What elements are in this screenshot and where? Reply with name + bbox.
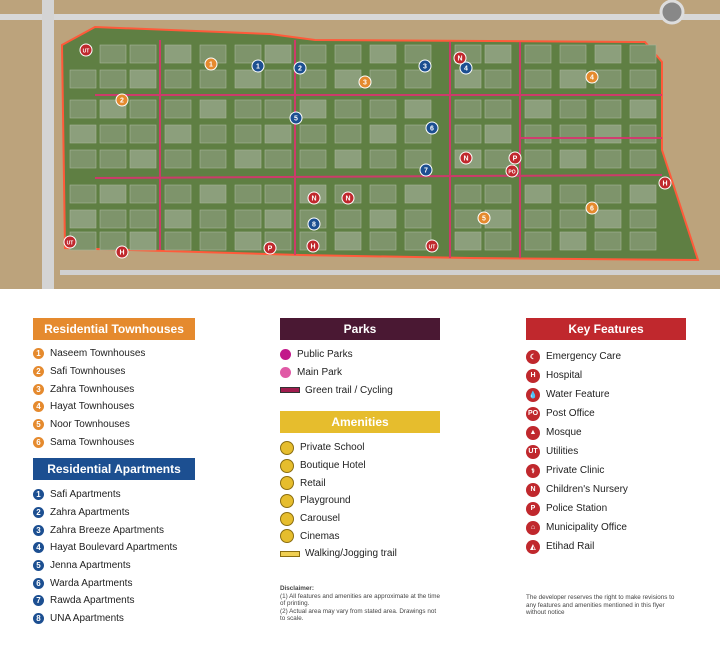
housing-block bbox=[560, 45, 586, 63]
feature-symbol-icon: ▲ bbox=[526, 426, 540, 440]
feature-symbol-icon: PO bbox=[526, 407, 540, 421]
housing-block bbox=[100, 70, 126, 88]
housing-block bbox=[525, 45, 551, 63]
label: UNA Apartments bbox=[50, 613, 124, 625]
housing-block bbox=[300, 150, 326, 168]
housing-block bbox=[595, 100, 621, 118]
housing-block bbox=[405, 100, 431, 118]
number-badge-icon: 4 bbox=[33, 542, 44, 553]
feature-symbol-icon: N bbox=[526, 483, 540, 497]
label: Etihad Rail bbox=[546, 541, 595, 552]
legend-item bbox=[526, 385, 686, 404]
housing-block bbox=[165, 232, 191, 250]
map-marker-red bbox=[308, 192, 320, 204]
number-badge-icon: 3 bbox=[33, 525, 44, 536]
west-highway bbox=[42, 0, 54, 289]
map-marker-orange bbox=[586, 71, 598, 83]
label: Emergency Care bbox=[546, 351, 622, 362]
housing-block bbox=[130, 210, 156, 228]
label: Post Office bbox=[546, 408, 595, 419]
housing-block bbox=[525, 150, 551, 168]
map-marker-red bbox=[509, 152, 521, 164]
housing-block bbox=[630, 100, 656, 118]
housing-block bbox=[100, 185, 126, 203]
main-park-icon bbox=[280, 367, 291, 378]
legend-item bbox=[33, 521, 195, 539]
housing-block bbox=[455, 125, 481, 143]
legend-item bbox=[33, 363, 195, 381]
housing-block bbox=[165, 45, 191, 63]
label: Zahra Breeze Apartments bbox=[50, 524, 164, 536]
legend-main-park bbox=[280, 364, 440, 382]
housing-block bbox=[485, 45, 511, 63]
legend-item bbox=[526, 366, 686, 385]
housing-block bbox=[630, 210, 656, 228]
marker-label: 8 bbox=[312, 221, 316, 229]
legend-item bbox=[33, 345, 195, 363]
feature-symbol-icon: UT bbox=[526, 445, 540, 459]
legend-item bbox=[526, 499, 686, 518]
housing-block bbox=[335, 125, 361, 143]
housing-block bbox=[455, 210, 481, 228]
number-badge-icon: 1 bbox=[33, 489, 44, 500]
label: Main Park bbox=[297, 367, 343, 379]
marker-label: 6 bbox=[590, 205, 594, 213]
housing-block bbox=[560, 100, 586, 118]
housing-block bbox=[200, 100, 226, 118]
housing-block bbox=[370, 210, 396, 228]
housing-block bbox=[405, 185, 431, 203]
housing-block bbox=[335, 45, 361, 63]
housing-block bbox=[630, 185, 656, 203]
map-marker-red bbox=[460, 152, 472, 164]
label: Rawda Apartments bbox=[50, 595, 135, 607]
housing-block bbox=[560, 125, 586, 143]
marker-label: 5 bbox=[482, 215, 486, 223]
feature-symbol-icon: ⌂ bbox=[526, 521, 540, 535]
marker-label: 7 bbox=[424, 167, 428, 175]
housing-block bbox=[455, 232, 481, 250]
legend-item bbox=[280, 492, 440, 510]
townhouses-legend bbox=[33, 318, 195, 451]
housing-block bbox=[200, 150, 226, 168]
label: Zahra Apartments bbox=[50, 507, 130, 519]
housing-block bbox=[235, 125, 261, 143]
map-marker-blue bbox=[419, 60, 431, 72]
number-badge-icon: 7 bbox=[33, 595, 44, 606]
label: Jenna Apartments bbox=[50, 560, 131, 572]
marker-label: H bbox=[119, 249, 125, 257]
label: Naseem Townhouses bbox=[50, 348, 146, 360]
label: Safi Apartments bbox=[50, 489, 121, 501]
legend-item bbox=[33, 504, 195, 522]
housing-block bbox=[70, 210, 96, 228]
housing-block bbox=[595, 210, 621, 228]
housing-block bbox=[235, 150, 261, 168]
label: Children's Nursery bbox=[546, 484, 628, 495]
housing-block bbox=[370, 70, 396, 88]
housing-block bbox=[265, 70, 291, 88]
number-badge-icon: 5 bbox=[33, 419, 44, 430]
key-features-list bbox=[526, 347, 686, 556]
number-badge-icon: 4 bbox=[33, 401, 44, 412]
housing-block bbox=[130, 70, 156, 88]
label: Warda Apartments bbox=[50, 577, 133, 589]
marker-label: N bbox=[463, 155, 469, 163]
housing-block bbox=[485, 150, 511, 168]
legend-item bbox=[33, 592, 195, 610]
label: Noor Townhouses bbox=[50, 419, 130, 431]
map-marker-red bbox=[264, 242, 276, 254]
marker-label: 2 bbox=[298, 65, 302, 73]
housing-block bbox=[200, 185, 226, 203]
map-marker-orange bbox=[586, 202, 598, 214]
number-badge-icon: 8 bbox=[33, 613, 44, 624]
housing-block bbox=[70, 70, 96, 88]
housing-block bbox=[130, 150, 156, 168]
housing-block bbox=[525, 100, 551, 118]
housing-block bbox=[300, 45, 326, 63]
key-features-legend bbox=[526, 318, 686, 556]
legend-item bbox=[526, 442, 686, 461]
map-marker-red bbox=[426, 240, 438, 252]
legend-item bbox=[280, 474, 440, 492]
housing-block bbox=[235, 100, 261, 118]
housing-block bbox=[130, 45, 156, 63]
number-badge-icon: 6 bbox=[33, 437, 44, 448]
legend-item bbox=[33, 610, 195, 628]
parks-legend bbox=[280, 318, 440, 399]
housing-block bbox=[130, 125, 156, 143]
key-features-header: Key Features bbox=[526, 318, 686, 340]
housing-block bbox=[630, 232, 656, 250]
housing-block bbox=[370, 232, 396, 250]
map-marker-blue bbox=[420, 164, 432, 176]
map-marker-blue bbox=[252, 60, 264, 72]
townhouses-header: Residential Townhouses bbox=[33, 318, 195, 340]
label: Private Clinic bbox=[546, 465, 605, 476]
housing-block bbox=[595, 150, 621, 168]
number-badge-icon: 1 bbox=[33, 348, 44, 359]
feature-symbol-icon: 💧 bbox=[526, 388, 540, 402]
number-badge-icon: 6 bbox=[33, 578, 44, 589]
housing-block bbox=[200, 70, 226, 88]
housing-block bbox=[370, 45, 396, 63]
legend-green-trail bbox=[280, 381, 440, 399]
housing-block bbox=[560, 232, 586, 250]
housing-block bbox=[595, 232, 621, 250]
label: Private School bbox=[300, 442, 365, 454]
housing-block bbox=[560, 150, 586, 168]
retail-icon bbox=[280, 476, 294, 490]
map-marker-red bbox=[506, 165, 518, 177]
housing-block bbox=[265, 125, 291, 143]
marker-label: 2 bbox=[120, 97, 124, 105]
legend-item bbox=[33, 557, 195, 575]
housing-block bbox=[560, 210, 586, 228]
marker-label: 3 bbox=[423, 63, 427, 71]
housing-block bbox=[370, 100, 396, 118]
carousel-icon bbox=[280, 512, 294, 526]
marker-label: P bbox=[512, 155, 518, 163]
legend-item bbox=[33, 486, 195, 504]
housing-block bbox=[630, 150, 656, 168]
label: Playground bbox=[300, 495, 351, 507]
housing-block bbox=[455, 100, 481, 118]
housing-block bbox=[335, 150, 361, 168]
housing-block bbox=[130, 185, 156, 203]
map-marker-red bbox=[80, 44, 92, 56]
top-highway bbox=[0, 14, 720, 20]
housing-block bbox=[595, 45, 621, 63]
map-marker-red bbox=[342, 192, 354, 204]
housing-block bbox=[300, 125, 326, 143]
housing-block bbox=[370, 150, 396, 168]
label: Safi Townhouses bbox=[50, 366, 126, 378]
label: Hospital bbox=[546, 370, 583, 381]
disclaimer-title: Disclaimer: bbox=[280, 585, 314, 592]
housing-block bbox=[455, 185, 481, 203]
marker-label: 5 bbox=[294, 115, 298, 123]
housing-block bbox=[335, 232, 361, 250]
legend-walking-trail bbox=[280, 545, 440, 563]
label: Carousel bbox=[300, 513, 341, 525]
label: Utilities bbox=[546, 446, 579, 457]
housing-block bbox=[525, 125, 551, 143]
legend-item bbox=[280, 527, 440, 545]
housing-block bbox=[335, 100, 361, 118]
housing-block bbox=[300, 100, 326, 118]
housing-block bbox=[235, 210, 261, 228]
housing-block bbox=[265, 185, 291, 203]
label: Hayat Boulevard Apartments bbox=[50, 542, 178, 554]
marker-label: UT bbox=[82, 48, 90, 55]
housing-block bbox=[70, 185, 96, 203]
housing-block bbox=[265, 210, 291, 228]
green-trail-icon bbox=[280, 387, 300, 393]
developer-note: The developer reserves the right to make revisions to any features and amenities mentioned in this flyer without notice bbox=[526, 594, 675, 617]
housing-block bbox=[525, 210, 551, 228]
amenities-header: Amenities bbox=[280, 411, 440, 433]
map-marker-red bbox=[64, 236, 76, 248]
legend-item bbox=[526, 461, 686, 480]
number-badge-icon: 5 bbox=[33, 560, 44, 571]
label: Water Feature bbox=[546, 389, 610, 400]
housing-block bbox=[235, 232, 261, 250]
housing-block bbox=[370, 185, 396, 203]
housing-block bbox=[100, 45, 126, 63]
amenities-legend bbox=[280, 411, 440, 563]
apartments-header: Residential Apartments bbox=[33, 458, 195, 480]
legend-item bbox=[280, 439, 440, 457]
legend-item bbox=[526, 537, 686, 556]
housing-block bbox=[265, 45, 291, 63]
marker-label: H bbox=[662, 180, 668, 188]
marker-label: N bbox=[345, 195, 351, 203]
label: Police Station bbox=[546, 503, 608, 514]
housing-block bbox=[165, 210, 191, 228]
housing-block bbox=[335, 70, 361, 88]
housing-block bbox=[165, 100, 191, 118]
legend-item bbox=[526, 518, 686, 537]
housing-block bbox=[405, 70, 431, 88]
legend-item bbox=[280, 457, 440, 475]
housing-block bbox=[200, 232, 226, 250]
map-marker-orange bbox=[359, 76, 371, 88]
disclaimer-line-1: (1) All features and amenities are approximate at the time of printing. bbox=[280, 592, 440, 608]
map-marker-red bbox=[454, 52, 466, 64]
cinema-icon bbox=[280, 529, 294, 543]
housing-block bbox=[235, 185, 261, 203]
feature-symbol-icon: ☾ bbox=[526, 350, 540, 364]
label: Sama Townhouses bbox=[50, 436, 135, 448]
legend-item bbox=[33, 416, 195, 434]
marker-label: N bbox=[457, 55, 463, 63]
housing-block bbox=[70, 100, 96, 118]
marker-label: 4 bbox=[590, 74, 594, 82]
housing-block bbox=[70, 150, 96, 168]
housing-block bbox=[265, 150, 291, 168]
label: Hayat Townhouses bbox=[50, 401, 135, 413]
legend-item bbox=[33, 539, 195, 557]
housing-block bbox=[560, 185, 586, 203]
housing-block bbox=[595, 185, 621, 203]
label: Boutique Hotel bbox=[300, 460, 366, 472]
housing-block bbox=[525, 185, 551, 203]
hotel-icon bbox=[280, 459, 294, 473]
map-marker-red bbox=[659, 177, 671, 189]
housing-block bbox=[560, 70, 586, 88]
housing-block bbox=[100, 210, 126, 228]
school-icon bbox=[280, 441, 294, 455]
feature-symbol-icon: H bbox=[526, 369, 540, 383]
marker-label: P bbox=[267, 245, 273, 253]
label: Mosque bbox=[546, 427, 582, 438]
map-marker-blue bbox=[308, 218, 320, 230]
disclaimer-line-2: (2) Actual area may vary from stated area. Drawings not to scale. bbox=[280, 607, 437, 623]
map-marker-red bbox=[307, 240, 319, 252]
housing-block bbox=[485, 185, 511, 203]
legend-item bbox=[33, 574, 195, 592]
housing-block bbox=[130, 100, 156, 118]
walking-trail-icon bbox=[280, 551, 300, 557]
housing-block bbox=[525, 70, 551, 88]
housing-block bbox=[370, 125, 396, 143]
housing-block bbox=[165, 150, 191, 168]
housing-block bbox=[595, 125, 621, 143]
housing-block bbox=[100, 150, 126, 168]
townhouses-list bbox=[33, 345, 195, 451]
legend-item bbox=[526, 423, 686, 442]
bottom-road bbox=[60, 270, 720, 275]
housing-block bbox=[200, 210, 226, 228]
legend-item bbox=[526, 347, 686, 366]
housing-block bbox=[165, 185, 191, 203]
roundabout bbox=[661, 1, 683, 23]
legend-item bbox=[280, 510, 440, 528]
housing-block bbox=[335, 210, 361, 228]
legend-item bbox=[33, 398, 195, 416]
housing-block bbox=[525, 232, 551, 250]
housing-block bbox=[130, 232, 156, 250]
map-marker-blue bbox=[290, 112, 302, 124]
map-marker-orange bbox=[116, 94, 128, 106]
housing-block bbox=[265, 100, 291, 118]
number-badge-icon: 2 bbox=[33, 507, 44, 518]
public-park-icon bbox=[280, 349, 291, 360]
marker-label: 3 bbox=[363, 79, 367, 87]
legend-public-parks bbox=[280, 346, 440, 364]
housing-block bbox=[405, 210, 431, 228]
marker-label: 1 bbox=[209, 61, 213, 69]
label: Municipality Office bbox=[546, 522, 627, 533]
playground-icon bbox=[280, 494, 294, 508]
marker-label: H bbox=[310, 243, 316, 251]
parks-header: Parks bbox=[280, 318, 440, 340]
map-marker-red bbox=[116, 246, 128, 258]
housing-block bbox=[70, 125, 96, 143]
housing-block bbox=[235, 70, 261, 88]
legend-item bbox=[33, 380, 195, 398]
label: Walking/Jogging trail bbox=[305, 548, 397, 560]
marker-label: N bbox=[311, 195, 317, 203]
label: Public Parks bbox=[297, 349, 353, 361]
map-marker-blue bbox=[294, 62, 306, 74]
feature-symbol-icon: ◭ bbox=[526, 540, 540, 554]
amenities-list bbox=[280, 439, 440, 545]
label: Green trail / Cycling bbox=[305, 384, 393, 396]
map-marker-orange bbox=[205, 58, 217, 70]
housing-block bbox=[485, 100, 511, 118]
marker-label: PO bbox=[508, 169, 516, 176]
marker-label: UT bbox=[428, 244, 436, 251]
label: Cinemas bbox=[300, 530, 340, 542]
legend-item bbox=[33, 433, 195, 451]
number-badge-icon: 2 bbox=[33, 366, 44, 377]
legend-item bbox=[526, 404, 686, 423]
marker-label: 6 bbox=[430, 125, 434, 133]
marker-label: UT bbox=[66, 240, 74, 247]
housing-block bbox=[485, 125, 511, 143]
label: Retail bbox=[300, 477, 326, 489]
disclaimer bbox=[280, 585, 440, 623]
housing-block bbox=[165, 125, 191, 143]
housing-block bbox=[100, 125, 126, 143]
feature-symbol-icon: P bbox=[526, 502, 540, 516]
feature-symbol-icon: ⚕ bbox=[526, 464, 540, 478]
label: Zahra Townhouses bbox=[50, 383, 135, 395]
housing-block bbox=[485, 70, 511, 88]
marker-label: 1 bbox=[256, 63, 260, 71]
housing-block bbox=[595, 70, 621, 88]
number-badge-icon: 3 bbox=[33, 384, 44, 395]
community-masterplan-map bbox=[0, 0, 720, 289]
map-marker-blue bbox=[426, 122, 438, 134]
legend-item bbox=[526, 480, 686, 499]
housing-block bbox=[630, 70, 656, 88]
housing-block bbox=[630, 125, 656, 143]
apartments-list bbox=[33, 486, 195, 628]
housing-block bbox=[200, 125, 226, 143]
apartments-legend bbox=[33, 458, 195, 628]
housing-block bbox=[630, 45, 656, 63]
marker-label: 4 bbox=[464, 65, 468, 73]
map-marker-orange bbox=[478, 212, 490, 224]
housing-block bbox=[165, 70, 191, 88]
housing-block bbox=[485, 232, 511, 250]
